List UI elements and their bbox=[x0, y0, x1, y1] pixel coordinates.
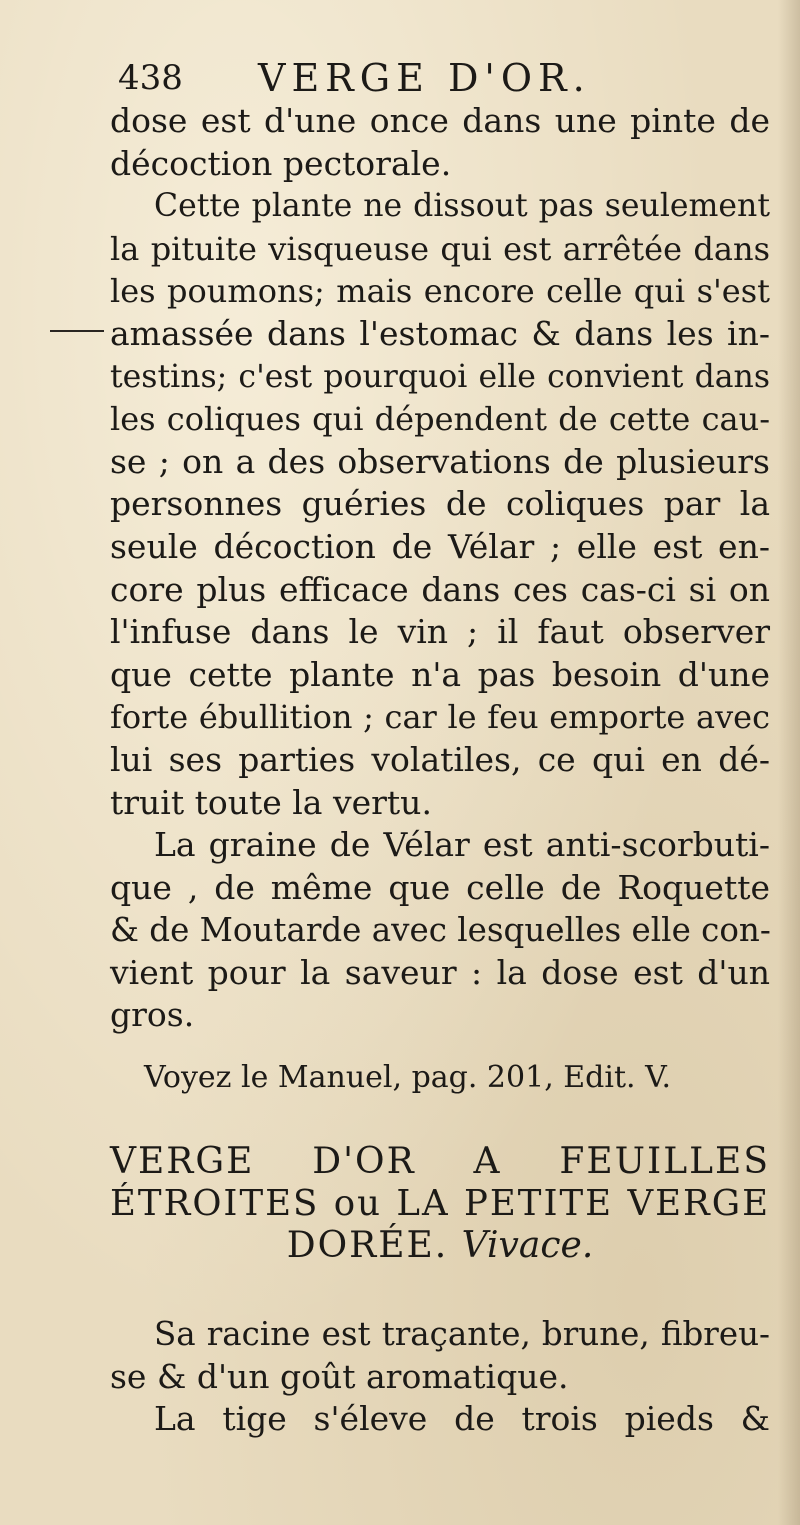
text-line: forte ébullition ; car le feu emporte avec bbox=[110, 698, 770, 737]
text-line: se & d'un goût aromatique. bbox=[110, 1356, 569, 1396]
heading-line: VERGE D'OR A FEUILLES bbox=[110, 1141, 770, 1183]
text-line: La tige s'éleve de trois pieds & bbox=[154, 1399, 770, 1439]
text-line: les coliques qui dépendent de cette cau- bbox=[110, 400, 770, 439]
text-line: Cette plante ne dissout pas seulement bbox=[154, 188, 770, 225]
section-heading bbox=[110, 1141, 770, 1267]
page-header bbox=[118, 52, 758, 104]
body-text bbox=[110, 100, 770, 1441]
heading-line: ÉTROITES ou LA PETITE VERGE bbox=[110, 1183, 770, 1225]
text-line: seule décoction de Vélar ; elle est en- bbox=[110, 526, 770, 566]
text-line: dose est d'une once dans une pinte de bbox=[110, 101, 770, 140]
text-line: gros. bbox=[110, 995, 195, 1035]
text-line: vient pour la saveur : la dose est d'un bbox=[110, 952, 770, 992]
text-line: La graine de Vélar est anti-scorbuti- bbox=[154, 825, 770, 865]
text-line: personnes guéries de coliques par la bbox=[110, 484, 770, 524]
text-line: l'infuse dans le vin ; il faut observer bbox=[110, 612, 770, 652]
text-line: truit toute la vertu. bbox=[110, 782, 432, 822]
text-line: la pituite visqueuse qui est arrêtée dans bbox=[110, 229, 770, 268]
text-line: & de Moutarde avec lesquelles elle con- bbox=[110, 911, 771, 950]
text-line: que cette plante n'a pas besoin d'une bbox=[110, 654, 770, 694]
page-edge-shadow bbox=[778, 0, 800, 1525]
running-head: VERGE D'OR. bbox=[258, 56, 591, 100]
text-line: Sa racine est traçante, brune, fibreu- bbox=[154, 1315, 770, 1354]
text-line: lui ses parties volatiles, ce qui en dé- bbox=[110, 739, 770, 779]
text-line: core plus efficace dans ces cas-ci si on bbox=[110, 569, 770, 609]
text-line: les poumons; mais encore celle qui s'est bbox=[110, 272, 770, 311]
plant-duration: Vivace. bbox=[461, 1225, 594, 1267]
text-line: amassée dans l'estomac & dans les in- bbox=[110, 313, 770, 353]
text-line: décoction pectorale. bbox=[110, 143, 452, 183]
text-line: se ; on a des observations de plusieurs bbox=[110, 441, 770, 481]
heading-line bbox=[110, 1225, 770, 1267]
citation: Voyez le Manuel, pag. 201, Edit. V. bbox=[144, 1060, 672, 1096]
margin-mark bbox=[50, 330, 104, 332]
text-line: testins; c'est pourquoi elle convient dans bbox=[110, 358, 770, 395]
heading-title-end: DORÉE. bbox=[286, 1225, 449, 1267]
text-line: que , de même que celle de Roquette bbox=[110, 867, 770, 907]
page-number: 438 bbox=[118, 58, 183, 98]
